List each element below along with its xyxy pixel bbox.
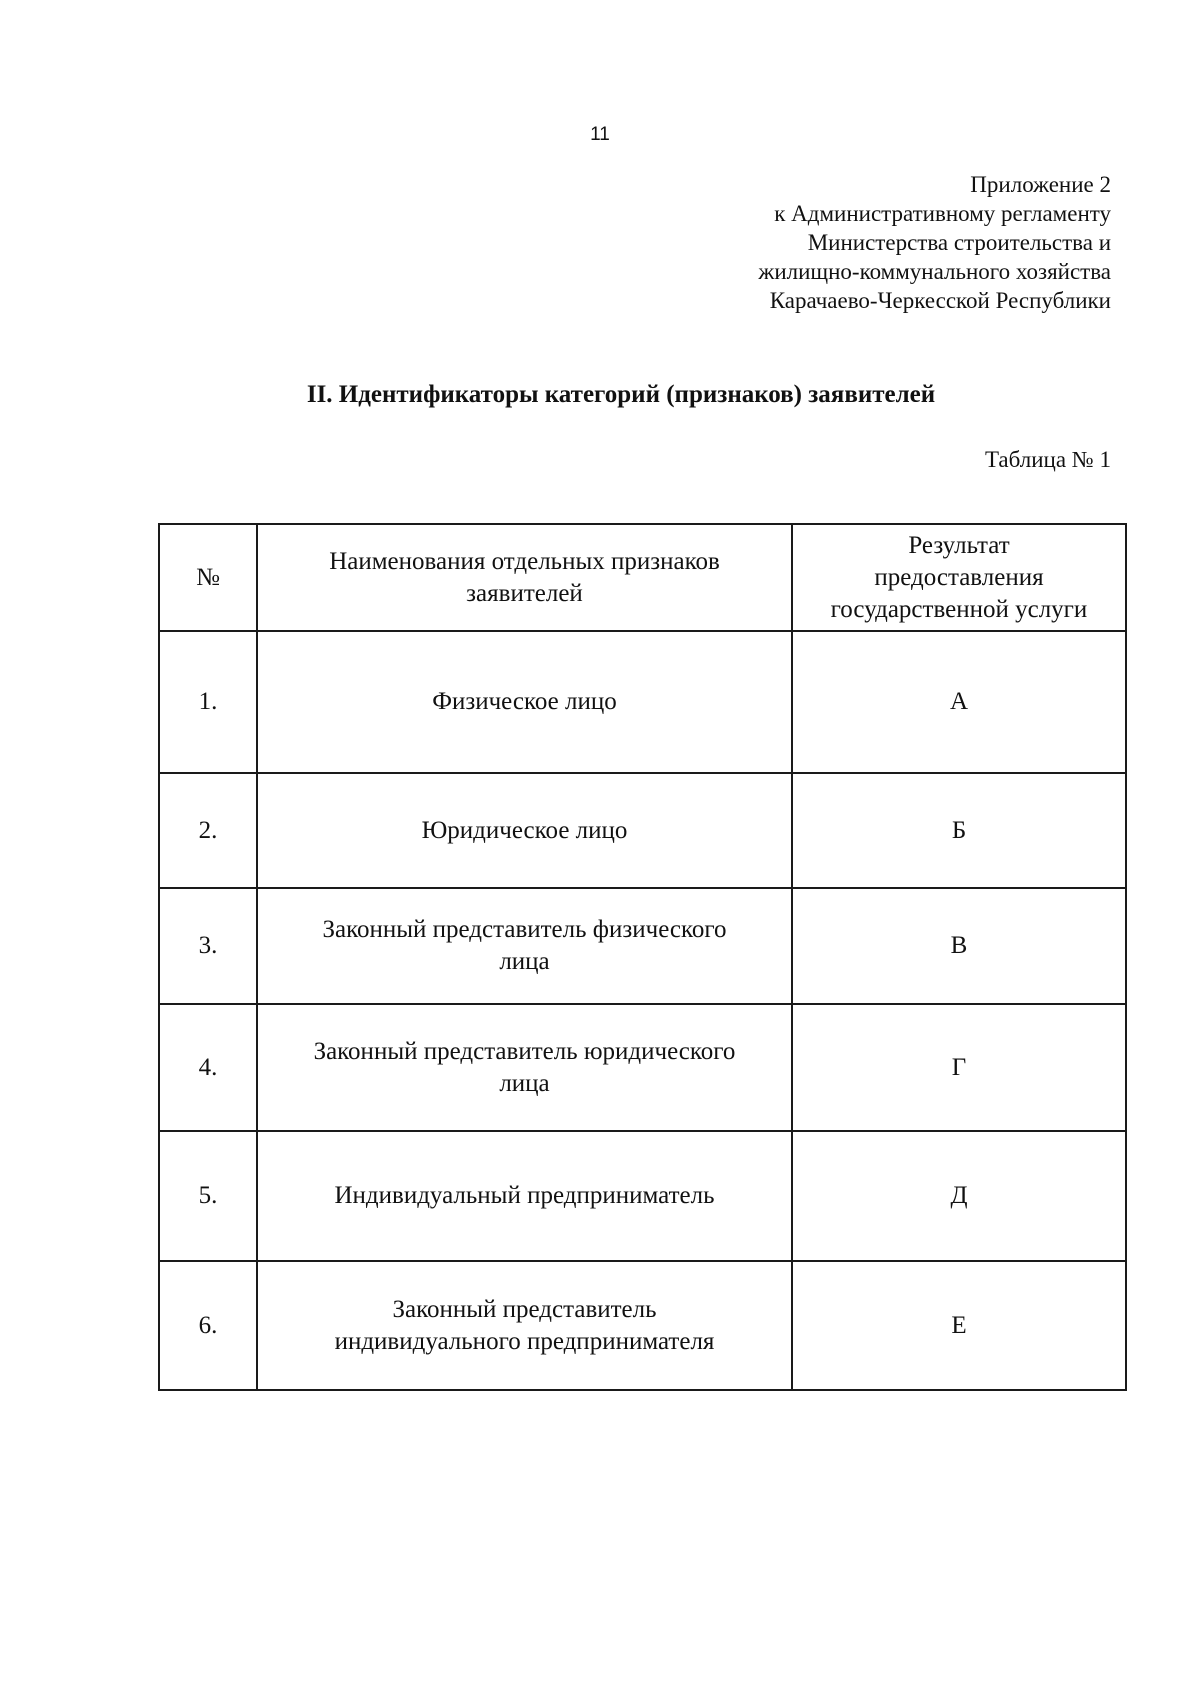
row-name-line: лица (499, 948, 550, 975)
header-name (257, 524, 792, 631)
row-result: Г (792, 1004, 1126, 1131)
appendix-line: Министерства строительства и (807, 230, 1111, 255)
row-result: В (792, 888, 1126, 1004)
table-caption: Таблица № 1 (984, 447, 1111, 472)
appendix-line: жилищно-коммунального хозяйства (758, 259, 1111, 284)
row-name-line: Законный представитель (392, 1295, 657, 1323)
row-name-line: Законный представитель юридического (313, 1037, 736, 1065)
table-row (159, 1261, 1126, 1390)
header-number-label: № (196, 563, 220, 591)
row-result: Б (792, 773, 1126, 888)
row-result: Е (792, 1261, 1126, 1390)
table-row (159, 773, 1126, 888)
table-row (159, 631, 1126, 773)
table-row (159, 1004, 1126, 1131)
row-result: А (792, 631, 1126, 773)
page-number: 11 (590, 124, 610, 145)
row-result: Д (792, 1131, 1126, 1261)
row-name-line: Юридическое лицо (421, 816, 628, 844)
row-name (257, 1131, 792, 1261)
header-result (792, 524, 1126, 631)
table-row (159, 888, 1126, 1004)
row-name-line: Индивидуальный предприниматель (334, 1182, 715, 1209)
row-number: 1. (159, 631, 257, 773)
row-name (257, 773, 792, 888)
appendix-block (758, 170, 1111, 315)
applicant-categories-table (158, 523, 1127, 1391)
row-number: 2. (159, 773, 257, 888)
header-name-line: заявителей (466, 579, 583, 607)
row-name (257, 631, 792, 773)
row-name (257, 888, 792, 1004)
table-header-row (159, 524, 1126, 631)
header-result-line: Результат (908, 531, 1010, 559)
table-row (159, 1131, 1126, 1261)
row-number: 3. (159, 888, 257, 1004)
row-name-line: Физическое лицо (432, 688, 617, 715)
row-name-line: Законный представитель физического (322, 916, 727, 943)
row-number: 5. (159, 1131, 257, 1261)
appendix-line: Приложение 2 (970, 172, 1111, 197)
header-result-line: предоставления (874, 563, 1044, 591)
row-name-line: лица (499, 1069, 550, 1097)
header-number (159, 524, 257, 631)
row-number: 4. (159, 1004, 257, 1131)
row-name-line: индивидуального предпринимателя (334, 1327, 715, 1355)
row-number: 6. (159, 1261, 257, 1390)
header-result-line: государственной услуги (830, 595, 1088, 623)
appendix-line: к Административному регламенту (774, 201, 1111, 226)
row-name (257, 1261, 792, 1390)
row-name (257, 1004, 792, 1131)
document-title: II. Идентификаторы категорий (признаков) заявителей (306, 381, 936, 408)
header-name-line: Наименования отдельных признаков (329, 547, 720, 575)
appendix-line: Карачаево-Черкесской Республики (769, 288, 1111, 313)
